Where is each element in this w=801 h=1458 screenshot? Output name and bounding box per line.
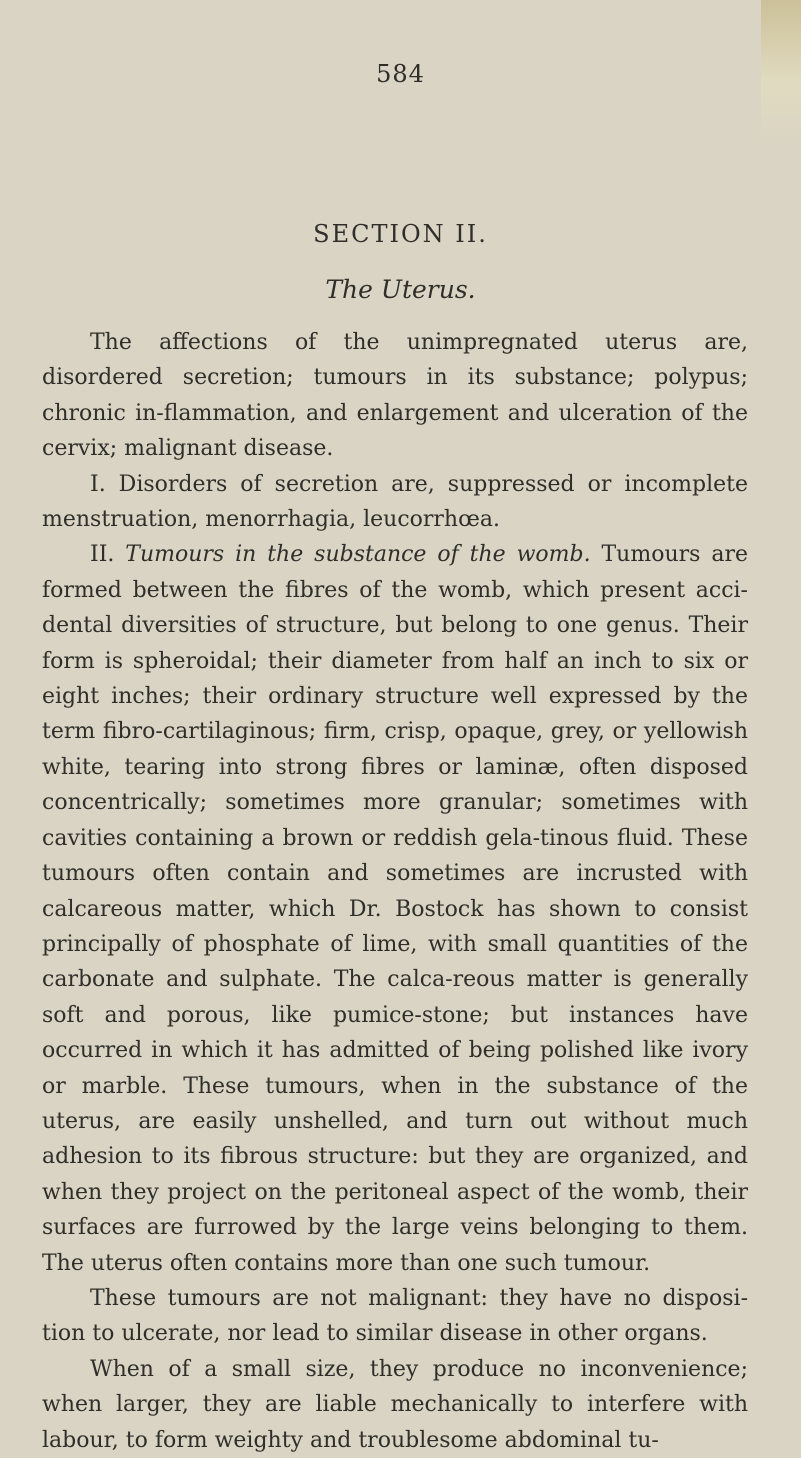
paragraph-not-malignant: These tumours are not malignant: they have no disposi-tion to ulcerate, nor lead to similar disease in other organs.	[42, 1285, 748, 1347]
paragraph-body: Tumours are formed between the fibres of the womb, which present acci-dental diversities of structure, but belong to one genus. Their form is spheroidal; their diameter from half an inch to six or eight inches; their ordinary structure well expressed by the term fibro-cartilaginous; firm, crisp, opaque, grey, or yellowish white, tearing into strong fibres or laminæ, often disposed concentrically; sometimes more granular; sometimes with cavities containing a brown or reddish gela-tinous fluid. These tumours often contain and sometimes are incrusted with calcareous matter, which Dr. Bostock has shown to consist principally of phosphate of lime, with small quantities of the carbonate and sulphate. The calca-reous matter is generally soft and porous, like pumice-stone; but instances have occurred in which it has admitted of being polished like ivory or marble. These tumours, when in the substance of the uterus, are easily unshelled, and turn out without much adhesion to its fibrous structure: but they are organized, and when they project on the peritoneal aspect of the womb, their surfaces are furrowed by the large veins belonging to them. The uterus often contains more than one such tumour.	[42, 542, 748, 1276]
paragraph-tumours	[42, 537, 748, 1281]
section-title: SECTION II.	[313, 220, 488, 248]
paragraph-small-size: When of a small size, they produce no inconvenience; when larger, they are liable mechanically to interfere with labour, to form weighty and troublesome abdominal tu-	[42, 1356, 748, 1453]
paragraph-intro: The affections of the unimpregnated uterus are, disordered secretion; tumours in its substance; polypus; chronic in-flammation, and enlargement and ulceration of the cervix; malignant disease.	[42, 330, 748, 462]
section-subtitle: The Uterus.	[325, 275, 476, 304]
paragraph-label: II.	[90, 542, 115, 568]
body-text	[42, 325, 748, 1458]
paragraph-disorders: I. Disorders of secretion are, suppressed or incomplete menstruation, menorrhagia, leucorrhœa.	[42, 471, 748, 533]
page-number: 584	[376, 60, 425, 88]
paragraph-heading: Tumours in the substance of the womb.	[125, 542, 591, 568]
